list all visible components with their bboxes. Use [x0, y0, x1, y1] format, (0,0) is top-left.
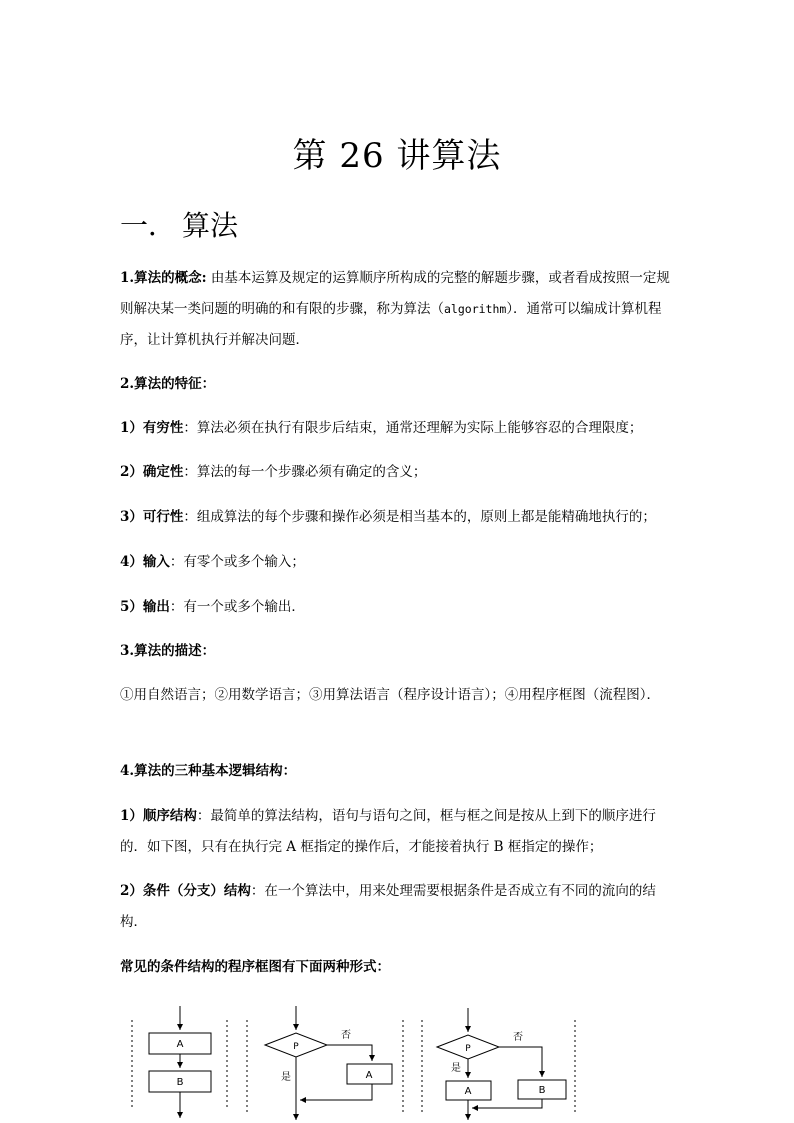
- feature-feasibility: [120, 502, 676, 533]
- concept-label: 1.算法的概念:: [120, 270, 207, 286]
- if-then-flowchart: [247, 1006, 403, 1120]
- feature-finiteness: [120, 413, 676, 444]
- conditional-text: ：在一个算法中，用来处理需要根据条件是否成立有不同的流向的结构．: [120, 883, 656, 930]
- feature-feasibility-label: 3）可行性: [120, 509, 184, 525]
- flowchart-diagrams: [120, 1000, 680, 1123]
- concept-text-1: 由基本运算及规定的运算顺序所构成的完整的解题步骤，或者看成按照一定规则解决某一类问题的明确的和有限的步骤，称为算法（: [120, 270, 670, 317]
- feature-output-label: 5）输出: [120, 599, 170, 615]
- conditional-label: 2）条件（分支）结构: [120, 883, 251, 899]
- feature-finiteness-text: ：算法必须在执行有限步后结束，通常还理解为实际上能够容忍的合理限度；: [183, 420, 643, 436]
- concept-term: algorithm: [444, 302, 507, 316]
- feature-input-text: ：有零个或多个输入；: [169, 554, 305, 570]
- condition-p-label-2: P: [465, 1044, 471, 1054]
- flowchart-intro: 常见的条件结构的程序框图有下面两种形式：: [120, 959, 390, 975]
- then-box-a-label: A: [464, 1086, 472, 1097]
- concept-paragraph: [120, 263, 676, 356]
- concept-text-2: ）．通常可以编成计算机程序，让计算机执行并解决问题．: [120, 301, 662, 348]
- yes-label-2: 是: [451, 1063, 461, 1074]
- feature-definiteness: [120, 457, 676, 488]
- feature-output-text: ：有一个或多个输出．: [169, 599, 305, 615]
- feature-feasibility-text: ：组成算法的每个步骤和操作必须是相当基本的，原则上都是能精确地执行的；: [183, 509, 656, 525]
- features-heading: 2.算法的特征：: [120, 376, 216, 392]
- yes-label: 是: [281, 1072, 291, 1083]
- sequence-text: ：最简单的算法结构，语句与语句之间，框与框之间是按从上到下的顺序进行的．如下图，只有在执行完 A 框指定的操作后，才能接着执行 B 框指定的操作；: [120, 808, 656, 855]
- sequence-flowchart: [132, 1006, 227, 1118]
- if-then-else-flowchart: [422, 1008, 575, 1120]
- page-title: 第 26 讲算法: [292, 136, 502, 176]
- condition-p-label: P: [293, 1042, 299, 1052]
- no-label: 否: [341, 1030, 351, 1041]
- structures-heading: 4.算法的三种基本逻辑结构：: [120, 763, 297, 779]
- box-a-label: A: [176, 1039, 184, 1050]
- feature-finiteness-label: 1）有穷性: [120, 420, 184, 436]
- no-label-2: 否: [513, 1032, 523, 1043]
- section-number: 一．: [120, 209, 177, 242]
- box-b-label: B: [176, 1077, 184, 1088]
- description-heading: 3.算法的描述：: [120, 643, 216, 659]
- feature-input-label: 4）输入: [120, 554, 170, 570]
- description-text: ①用自然语言；②用数学语言；③用算法语言（程序设计语言）；④用程序框图（流程图）．: [120, 687, 660, 703]
- feature-input: [120, 547, 676, 578]
- sequence-structure: [120, 801, 676, 863]
- else-box-b-label: B: [538, 1085, 546, 1096]
- sequence-label: 1）顺序结构: [120, 808, 197, 824]
- section-title: 算法: [182, 209, 239, 242]
- feature-output: [120, 592, 676, 623]
- feature-definiteness-text: ：算法的每一个步骤必须有确定的含义；: [183, 464, 427, 480]
- branch-a-label: A: [365, 1070, 373, 1081]
- feature-definiteness-label: 2）确定性: [120, 464, 184, 480]
- conditional-structure: [120, 876, 676, 938]
- section-heading: [120, 204, 238, 244]
